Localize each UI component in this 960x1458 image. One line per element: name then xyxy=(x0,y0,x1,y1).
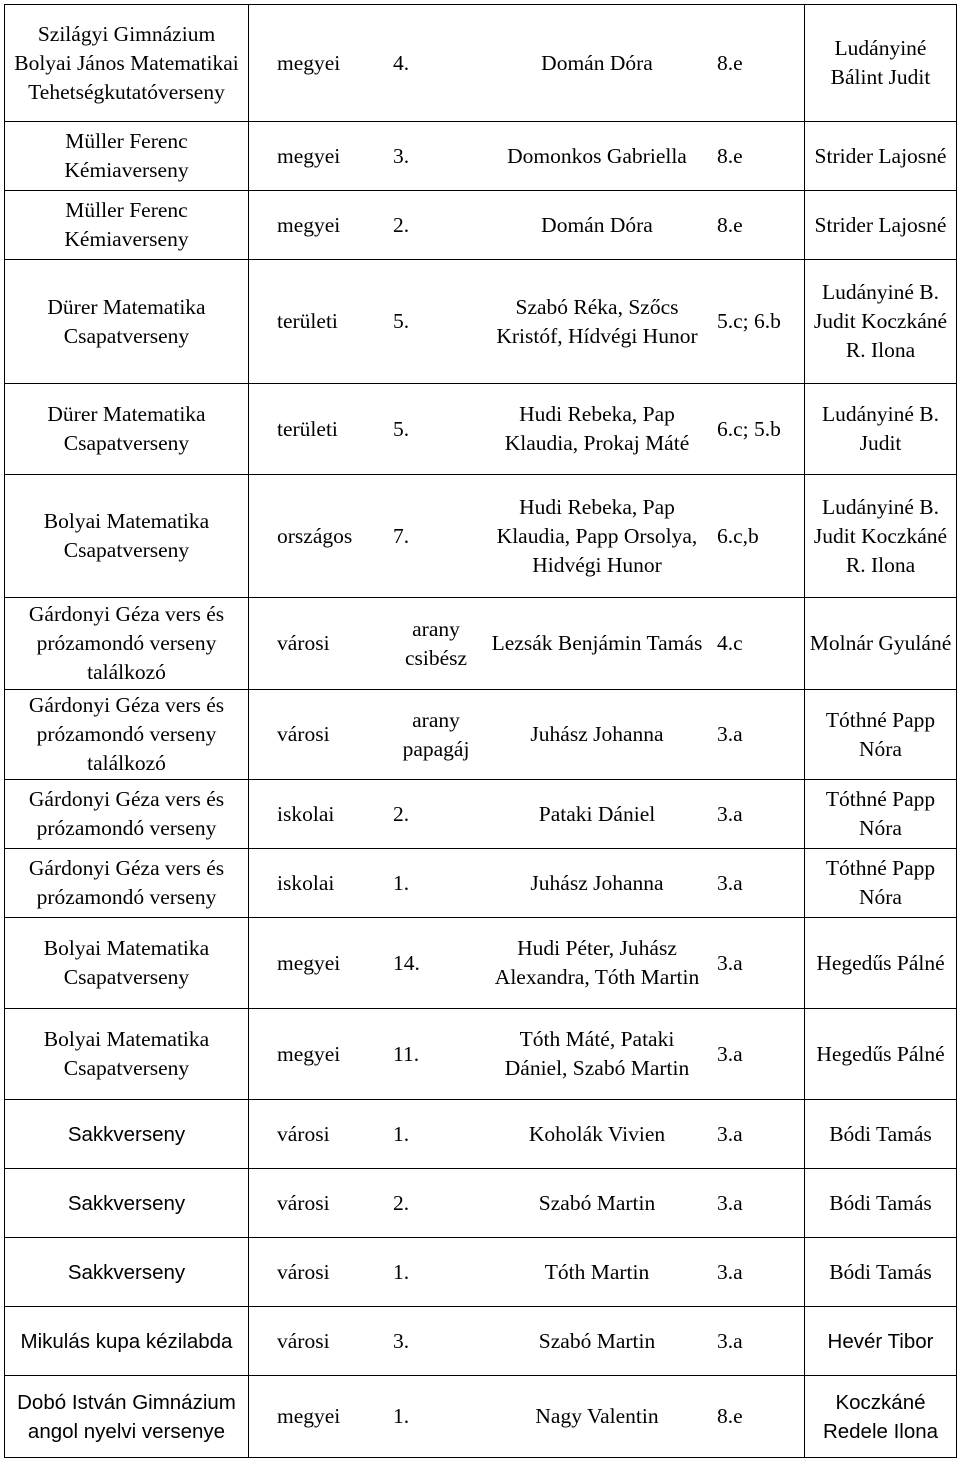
teacher-name: Koczkáné Redele Ilona xyxy=(805,1376,957,1458)
student-names: Juhász Johanna xyxy=(530,722,664,746)
competition-name: Gárdonyi Géza vers és prózamondó verseny találkozó xyxy=(5,598,249,690)
competition-name: Bolyai Matematika Csapatverseny xyxy=(5,475,249,598)
class: 3.a xyxy=(717,801,743,826)
teacher-name: Bódi Tamás xyxy=(805,1238,957,1307)
table-row xyxy=(5,5,957,122)
table-row xyxy=(5,849,957,918)
result-detail xyxy=(249,384,805,475)
place: 4. xyxy=(393,50,410,75)
competition-name: Mikulás kupa kézilabda xyxy=(5,1307,249,1376)
competition-name: Sakkverseny xyxy=(5,1100,249,1169)
competition-name: Müller Ferenc Kémiaverseny xyxy=(5,122,249,191)
level: városi xyxy=(277,1328,330,1353)
result-detail xyxy=(249,1307,805,1376)
level: megyei xyxy=(277,950,341,975)
table-row xyxy=(5,690,957,780)
teacher-name: Hegedűs Pálné xyxy=(805,1009,957,1100)
teacher-name: Hevér Tibor xyxy=(805,1307,957,1376)
level: területi xyxy=(277,416,338,441)
competition-name: Bolyai Matematika Csapatverseny xyxy=(5,918,249,1009)
class: 3.a xyxy=(717,950,743,975)
student-names: Szabó Réka, Szőcs Kristóf, Hídvégi Hunor xyxy=(496,294,698,348)
class: 6.c; 5.b xyxy=(717,416,781,441)
student-names: Domán Dóra xyxy=(541,212,653,237)
teacher-name: Strider Lajosné xyxy=(805,191,957,260)
result-detail xyxy=(249,1376,805,1458)
table-row xyxy=(5,1100,957,1169)
result-detail xyxy=(249,191,805,260)
result-detail xyxy=(249,1238,805,1307)
place: 2. xyxy=(393,212,410,237)
result-detail xyxy=(249,260,805,384)
table-row xyxy=(5,1376,957,1458)
teacher-name: Bódi Tamás xyxy=(805,1100,957,1169)
competition-name: Dürer Matematika Csapatverseny xyxy=(5,260,249,384)
class: 3.a xyxy=(717,1190,743,1215)
place: 7. xyxy=(393,523,410,548)
result-detail xyxy=(249,1100,805,1169)
place: 14. xyxy=(393,950,420,975)
student-names: Lezsák Benjámin Tamás xyxy=(491,631,703,655)
student-names: Tóth Martin xyxy=(544,1259,650,1284)
result-detail xyxy=(249,1169,805,1238)
place: 3. xyxy=(393,143,410,168)
level: megyei xyxy=(277,143,341,168)
student-names: Pataki Dániel xyxy=(538,801,656,826)
place: arany papagáj xyxy=(402,707,470,761)
competition-name: Gárdonyi Géza vers és prózamondó verseny xyxy=(5,780,249,849)
teacher-name: Ludányiné B. Judit Koczkáné R. Ilona xyxy=(805,475,957,598)
teacher-name: Strider Lajosné xyxy=(805,122,957,191)
result-detail xyxy=(249,122,805,191)
level: iskolai xyxy=(277,801,335,826)
table-row xyxy=(5,1169,957,1238)
place: 5. xyxy=(393,309,410,333)
level: iskolai xyxy=(277,870,335,895)
competition-name: Sakkverseny xyxy=(5,1238,249,1307)
place: arany csibész xyxy=(404,616,468,670)
competition-name: Müller Ferenc Kémiaverseny xyxy=(5,191,249,260)
level: megyei xyxy=(277,212,341,237)
table-row xyxy=(5,918,957,1009)
student-names: Hudi Péter, Juhász Alexandra, Tóth Martin xyxy=(494,936,700,989)
result-detail xyxy=(249,918,805,1009)
teacher-name: Tóthné Papp Nóra xyxy=(805,780,957,849)
student-names: Hudi Rebeka, Pap Klaudia, Papp Orsolya, Hidvégi Hunor xyxy=(496,494,698,577)
class: 8.e xyxy=(717,143,743,168)
place: 2. xyxy=(393,1190,410,1215)
class: 3.a xyxy=(717,1041,743,1066)
competition-name: Gárdonyi Géza vers és prózamondó verseny találkozó xyxy=(5,690,249,780)
student-names: Szabó Martin xyxy=(538,1328,656,1353)
level: városi xyxy=(277,1190,330,1215)
level: megyei xyxy=(277,1041,341,1066)
competition-name: Gárdonyi Géza vers és prózamondó verseny xyxy=(5,849,249,918)
level: országos xyxy=(277,523,353,548)
result-detail xyxy=(249,598,805,690)
class: 3.a xyxy=(717,1259,743,1284)
place: 1. xyxy=(393,870,410,895)
competition-results-table xyxy=(4,4,957,1458)
result-detail xyxy=(249,475,805,598)
result-detail xyxy=(249,1009,805,1100)
level: városi xyxy=(277,722,330,746)
place: 1. xyxy=(393,1259,410,1284)
class: 3.a xyxy=(717,870,743,895)
competition-name: Sakkverseny xyxy=(5,1169,249,1238)
teacher-name: Ludányiné B. Judit xyxy=(805,384,957,475)
place: 11. xyxy=(393,1041,420,1066)
result-detail xyxy=(249,5,805,122)
student-names: Hudi Rebeka, Pap Klaudia, Prokaj Máté xyxy=(504,402,690,455)
table-row xyxy=(5,191,957,260)
table-row xyxy=(5,1238,957,1307)
competition-name: Szilágyi Gimnázium Bolyai János Matematikai Tehetségkutatóverseny xyxy=(5,5,249,122)
table-row xyxy=(5,384,957,475)
place: 3. xyxy=(393,1328,410,1353)
class: 8.e xyxy=(717,1404,743,1428)
place: 1. xyxy=(393,1404,410,1428)
table-row xyxy=(5,598,957,690)
level: megyei xyxy=(277,1404,341,1428)
teacher-name: Molnár Gyuláné xyxy=(805,598,957,690)
result-detail xyxy=(249,690,805,780)
student-names: Tóth Máté, Pataki Dániel, Szabó Martin xyxy=(504,1027,690,1080)
teacher-name: Tóthné Papp Nóra xyxy=(805,849,957,918)
place: 1. xyxy=(393,1121,410,1146)
level: városi xyxy=(277,1259,330,1284)
student-names: Nagy Valentin xyxy=(535,1404,659,1428)
level: városi xyxy=(277,631,330,655)
result-detail xyxy=(249,780,805,849)
teacher-name: Bódi Tamás xyxy=(805,1169,957,1238)
level: városi xyxy=(277,1121,330,1146)
student-names: Domán Dóra xyxy=(541,50,653,75)
level: megyei xyxy=(277,50,341,75)
level: területi xyxy=(277,309,338,333)
table-row xyxy=(5,1307,957,1376)
table-row xyxy=(5,1009,957,1100)
place: 5. xyxy=(393,416,410,441)
class: 3.a xyxy=(717,1121,743,1146)
competition-name: Dobó István Gimnázium angol nyelvi versenye xyxy=(5,1376,249,1458)
place: 2. xyxy=(393,801,410,826)
teacher-name: Hegedűs Pálné xyxy=(805,918,957,1009)
class: 8.e xyxy=(717,212,743,237)
class: 5.c; 6.b xyxy=(717,309,781,333)
teacher-name: Ludányiné B. Judit Koczkáné R. Ilona xyxy=(805,260,957,384)
class: 3.a xyxy=(717,1328,743,1353)
competition-name: Dürer Matematika Csapatverseny xyxy=(5,384,249,475)
competition-name: Bolyai Matematika Csapatverseny xyxy=(5,1009,249,1100)
class: 3.a xyxy=(717,722,743,746)
student-names: Koholák Vivien xyxy=(528,1121,666,1146)
teacher-name: Ludányiné Bálint Judit xyxy=(805,5,957,122)
class: 8.e xyxy=(717,50,743,75)
class: 6.c,b xyxy=(717,523,759,548)
student-names: Juhász Johanna xyxy=(530,870,664,895)
table-row xyxy=(5,260,957,384)
class: 4.c xyxy=(717,631,743,655)
table-row xyxy=(5,780,957,849)
result-detail xyxy=(249,849,805,918)
table-row xyxy=(5,122,957,191)
teacher-name: Tóthné Papp Nóra xyxy=(805,690,957,780)
student-names: Domonkos Gabriella xyxy=(507,143,687,168)
student-names: Szabó Martin xyxy=(538,1190,656,1215)
table-row xyxy=(5,475,957,598)
